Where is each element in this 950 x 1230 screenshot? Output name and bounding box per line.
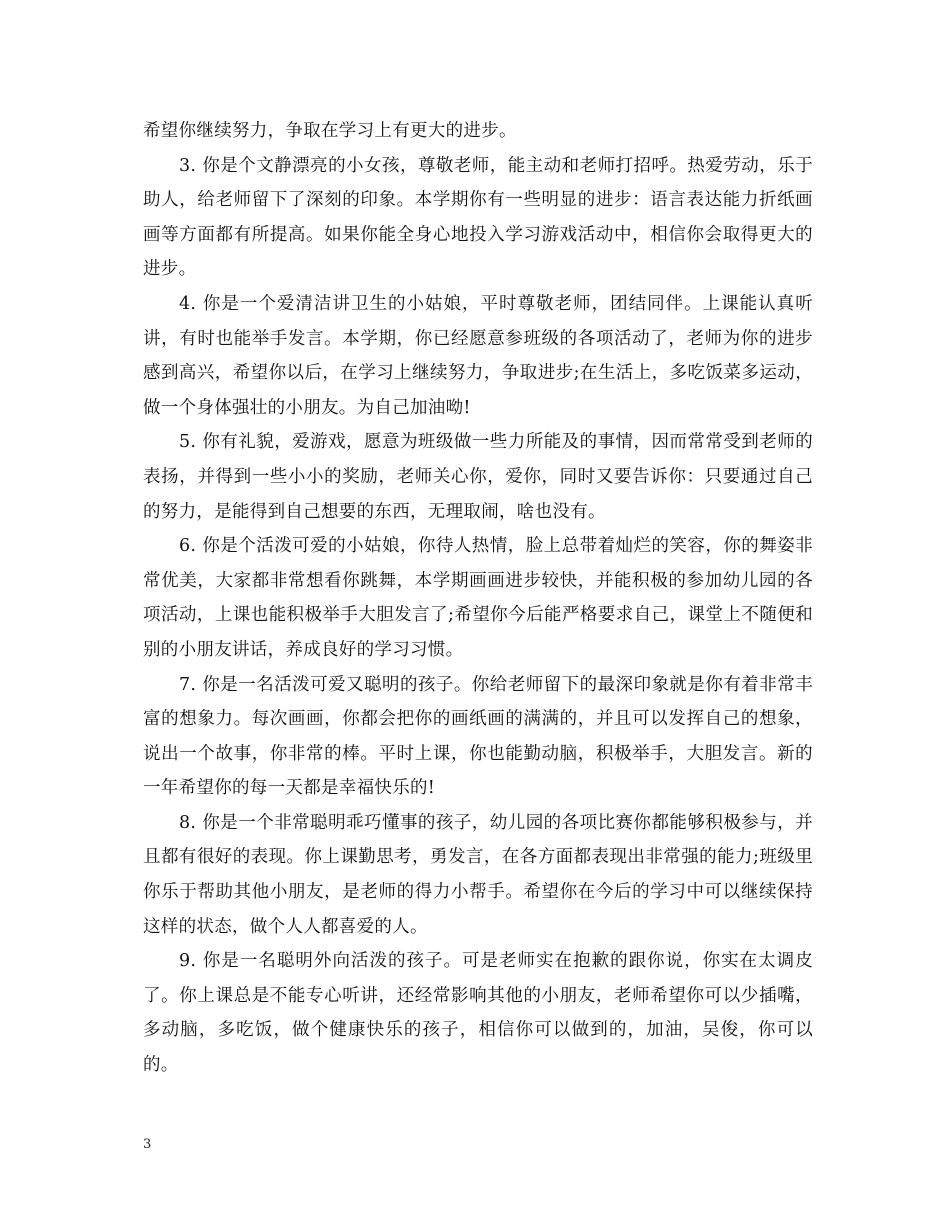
page-number: 3 [143,1137,152,1152]
paragraph-item-5: 5. 你有礼貌，爱游戏，愿意为班级做一些力所能及的事情，因而常常受到老师的表扬，并得到一些小小的奖励，老师关心你，爱你，同时又要告诉你：只要通过自己的努力，是能得到自己想要的东西，无理取闹，啥也没有。 [143,432,813,522]
paragraph-item-7: 7. 你是一名活泼可爱又聪明的孩子。你给老师留下的最深印象就是你有着非常丰富的想象力。每次画画，你都会把你的画纸画的满满的，并且可以发挥自己的想象，说出一个故事，你非常的棒。平时上课，你也能勤动脑，积极举手，大胆发言。新的一年希望你的每一天都是幸福快乐的! [143,674,813,799]
paragraph-continuation: 希望你继续努力，争取在学习上有更大的进步。 [143,121,517,141]
paragraph-item-8: 8. 你是一个非常聪明乖巧懂事的孩子，幼儿园的各项比赛你都能够积极参与，并且都有很好的表现。你上课勤思考，勇发言，在各方面都表现出非常强的能力;班级里你乐于帮助其他小朋友，是老师的得力小帮手。希望你在今后的学习中可以继续保持这样的状态，做个人人都喜爱的人。 [143,812,813,937]
document-body [143,114,813,1083]
paragraph-item-6: 6. 你是个活泼可爱的小姑娘，你待人热情，脸上总带着灿烂的笑容，你的舞姿非常优美，大家都非常想看你跳舞，本学期画画进步较快，并能积极的参加幼儿园的各项活动，上课也能积极举手大胆发言了;希望你今后能严格要求自己，课堂上不随便和别的小朋友讲话，养成良好的学习习惯。 [143,536,813,660]
paragraph-item-4: 4. 你是一个爱清洁讲卫生的小姑娘，平时尊敬老师，团结同伴。上课能认真听讲，有时也能举手发言。本学期，你已经愿意参班级的各项活动了，老师为你的进步感到高兴，希望你以后，在学习上继续努力，争取进步;在生活上，多吃饭菜多运动，做一个身体强壮的小朋友。为自己加油呦! [143,293,813,418]
paragraph-item-9: 9. 你是一名聪明外向活泼的孩子。可是老师实在抱歉的跟你说，你实在太调皮了。你上课总是不能专心听讲，还经常影响其他的小朋友，老师希望你可以少插嘴，多动脑，多吃饭，做个健康快乐的孩子，相信你可以做到的，加油，吴俊，你可以的。 [143,951,813,1076]
paragraph-item-3: 3. 你是个文静漂亮的小女孩，尊敬老师，能主动和老师打招呼。热爱劳动，乐于助人，给老师留下了深刻的印象。本学期你有一些明显的进步：语言表达能力折纸画画等方面都有所提高。如果你能全身心地投入学习游戏活动中，相信你会取得更大的进步。 [143,155,813,280]
